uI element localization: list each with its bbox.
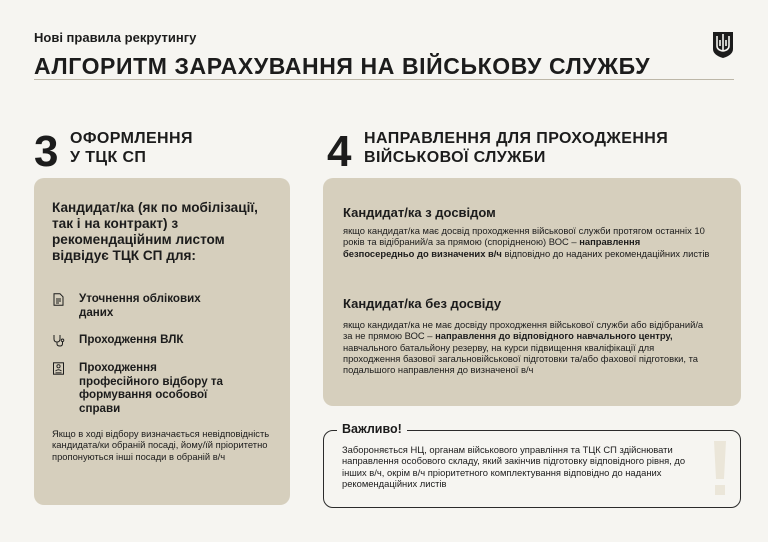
inexperienced-text (343, 319, 711, 375)
step-3-title (70, 129, 193, 167)
experienced-text-part: відповідно до наданих рекомендаційних листів (501, 247, 710, 259)
step-4-title-line1: НАПРАВЛЕННЯ ДЛЯ ПРОХОДЖЕННЯ (364, 130, 669, 147)
header-divider (34, 79, 734, 80)
exclamation-icon (710, 439, 730, 499)
inexperienced-text-part: навчального батальйону резерву, на курси підвищення кваліфікації для проходження базової загальновійськової підготовки та/або фахової підготовки, та подальшого направлення до визначеної в/ч (343, 341, 699, 376)
step-4-title-line2: ВІЙСЬКОВОЇ СЛУЖБИ (364, 149, 546, 166)
step-3-note: Якщо в ході відбору визначається невідповідність кандидата/ки обраній посаді, йому/їй пріоритетно пропонуються інші посади в обраній в/ч (52, 428, 270, 462)
list-item (52, 333, 229, 347)
header-subtitle: Нові правила рекрутингу (34, 30, 197, 45)
inexperienced-heading: Кандидат/ка без досвіду (343, 296, 502, 311)
step-4-number: 4 (327, 127, 352, 176)
list-item-text: Проходження ВЛК (79, 333, 184, 346)
experienced-heading: Кандидат/ка з досвідом (343, 205, 496, 220)
step-3-number: 3 (34, 127, 59, 176)
document-icon (52, 293, 65, 306)
important-text: Забороняється НЦ, органам військового управління та ТЦК СП здійснювати направлення особового складу, який закінчив підготовку відповідного рівня, до інших в/ч, окрім в/ч пріоритетного комплектування відповідно до наданих рекомендаційних листів (342, 444, 686, 489)
id-card-icon (52, 362, 65, 375)
important-title: Важливо! (337, 422, 407, 436)
page-title: АЛГОРИТМ ЗАРАХУВАННЯ НА ВІЙСЬКОВУ СЛУЖБУ (34, 53, 651, 79)
inexperienced-text-bold: направлення до відповідного навчального центру, (435, 330, 673, 342)
experienced-text-bold: направлення безпосередньо до визначених в/ч (343, 236, 641, 259)
list-item-text: Проходження професійного відбору та формування особової справи (79, 361, 223, 415)
list-item-text: Уточнення облікових даних (79, 292, 201, 319)
step-3-lead: Кандидат/ка (як по мобілізації, так і на контракт) з рекомендаційним листом відвідує ТЦК СП для: (52, 200, 258, 263)
experienced-text-part: якщо кандидат/ка має досвід проходження військової служби протягом останніх 10 років та відібраний/а за прямою (спорідненою) ВОС – (343, 225, 705, 248)
trident-emblem-icon (712, 31, 734, 59)
step-3-title-line2: У ТЦК СП (70, 149, 147, 166)
experienced-text (343, 225, 711, 259)
inexperienced-text-part: якщо кандидат/ка не має досвіду проходження військової служби або відібраний/а за не прямою ВОС – (343, 319, 704, 342)
stethoscope-icon (52, 334, 65, 347)
step-4-title (364, 129, 668, 167)
step-3-title-line1: ОФОРМЛЕННЯ (70, 130, 193, 147)
list-item (52, 292, 229, 319)
step-4-card (323, 178, 741, 406)
important-box (323, 422, 741, 508)
step-3-card (34, 178, 290, 505)
list-item (52, 361, 239, 415)
